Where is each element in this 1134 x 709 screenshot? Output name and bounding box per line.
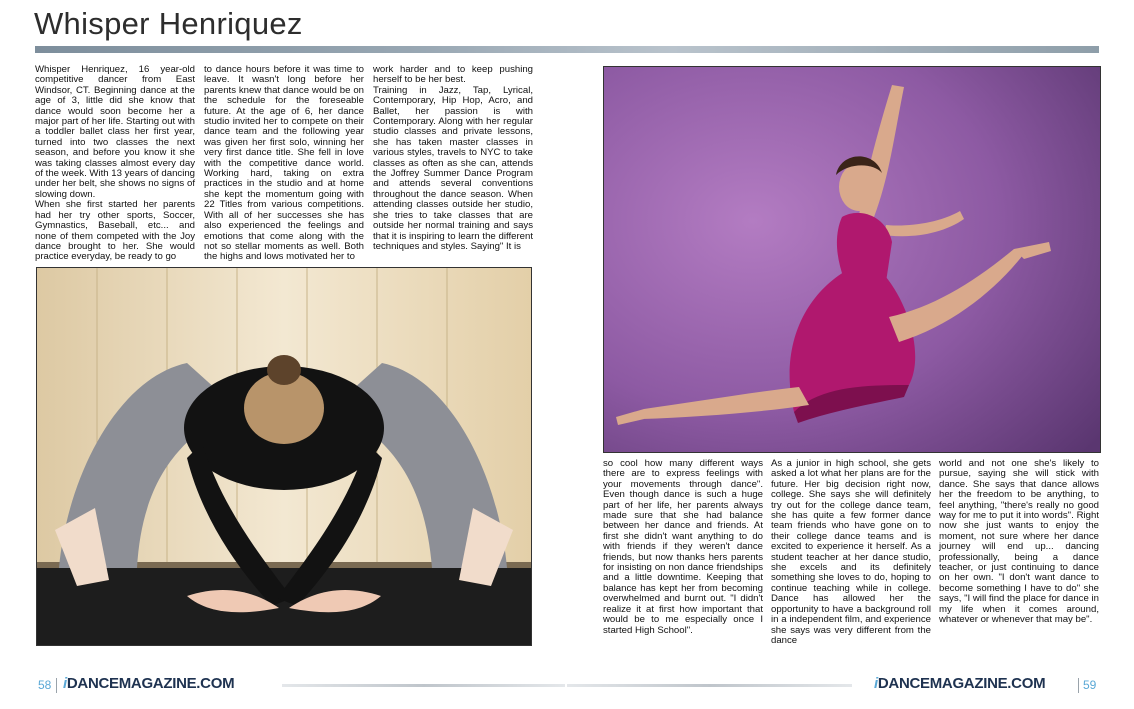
title-rule — [35, 46, 1099, 53]
text-column-5 — [771, 459, 931, 646]
text-column-6 — [939, 459, 1099, 626]
logo-mark: i — [63, 675, 67, 692]
photo-dancer-pointe — [36, 267, 532, 646]
logo-text: DANCEMAGAZINE.COM — [877, 675, 1046, 692]
paragraph: to dance hours before it was time to leave. It wasn't long before her parents knew that dance would be on the schedule for the foreseable future. At the age of 6, her dance studio invited her to compete on their dance team and the following year was given her first solo, winning her very first dance title. She fell in love with the competitive dance world. Working hard, taking on extra practices in the studio and at home she kept the momentum going with 22 Titles from various competitions. With all of her successes she has also experienced the feelings and emotions that come along with the not so stellar moments as well. Both the highs and lows motivated her to — [204, 64, 364, 263]
footer-separator-left — [56, 678, 57, 693]
site-logo-left — [63, 675, 234, 692]
footer-rule-left — [282, 684, 565, 687]
paragraph: As a junior in high school, she gets asked a lot what her plans are for the future. Her big decision right now, college. She says she will definitely try out for the college dance team, she has quite a few former dance team friends who have gone on to their college dance teams and is excited to experience it herself. As a student teacher at her dance studio, she excels and its definitely something she loves to do, hoping to continue teaching while in college. Dance has allowed her the opportunity to have a background roll in a independent film, and experience she says was very different from the dance — [771, 458, 931, 646]
text-column-3 — [373, 65, 533, 252]
page-number-left: 58 — [38, 678, 52, 692]
footer-rule-right — [567, 684, 852, 687]
text-column-1 — [35, 65, 195, 263]
footer-separator-right — [1078, 678, 1079, 693]
page-number-right: 59 — [1083, 678, 1097, 692]
paragraph: world and not one she's likely to pursue, saying she will stick with dance. She says that dance allows her the freedom to be anything, to feel anything, "there's really no good way for me to put it into words". Right now she just wants to enjoy the moment, not sure where her dance journey will end up... dancing professionally, being a dance teacher, or just continuing to dance on her own. "I don't want dance to become something I have to do" she says, "I will find the place for dance in my life when it comes around, whatever or whenever that may be". — [939, 458, 1099, 626]
paragraph: Training in Jazz, Tap, Lyrical, Contemporary, Hip Hop, Acro, and Ballet, her passion is with Contemporary. Along with her regular studio classes and private lessons, she has taken master classes in various styles, travels to NYC to take classes as often as she can, attends the Joffrey Summer Dance Program and attends several conventions throughout the dance season. When attending classes outside her studio, she tries to take classes that are outside her normal training and says that it is inspiring to learn the different techniques and styles. Saying" It is — [373, 84, 533, 252]
paragraph: so cool how many different ways there are to express feelings with your movements through dance". Even though dance is such a huge part of her life, her parents always made sure that she had balance between her dance and friends. At first she didn't want anything to do with friends if they weren't dance friends, but now thanks hers parents for insisting on non dance friendships and a little downtime. Keeping that balance has kept her from becoming overwhelmed and burnt out. "I didn't realize it at first how important that would be to me especially once I started High School". — [603, 458, 763, 636]
paragraph: Whisper Henriquez, 16 year-old competitive dancer from East Windsor, CT. Beginning dance at the age of 3, little did she know that dance would soon become her a major part of her life. Starting out with a toddler ballet class her first year, turned into two classes the next season, and before you know it she was taking classes almost every day of the week. With 13 years of dancing under her belt, she shows no signs of slowing down. — [35, 64, 195, 200]
site-logo-right — [874, 675, 1045, 692]
article-title: Whisper Henriquez — [34, 6, 303, 41]
paragraph: When she first started her parents had her try other sports, Soccer, Gymnastics, Baseball, etc... and none of them competed with the Joy dance brought to her. She would practice everyday, be ready to go — [35, 199, 195, 263]
text-column-2 — [204, 65, 364, 263]
photo-dancer-leap — [603, 66, 1101, 453]
text-column-4 — [603, 459, 763, 636]
logo-text: DANCEMAGAZINE.COM — [66, 675, 235, 692]
paragraph: work harder and to keep pushing herself to be her best. — [373, 64, 533, 86]
logo-mark: i — [874, 675, 878, 692]
